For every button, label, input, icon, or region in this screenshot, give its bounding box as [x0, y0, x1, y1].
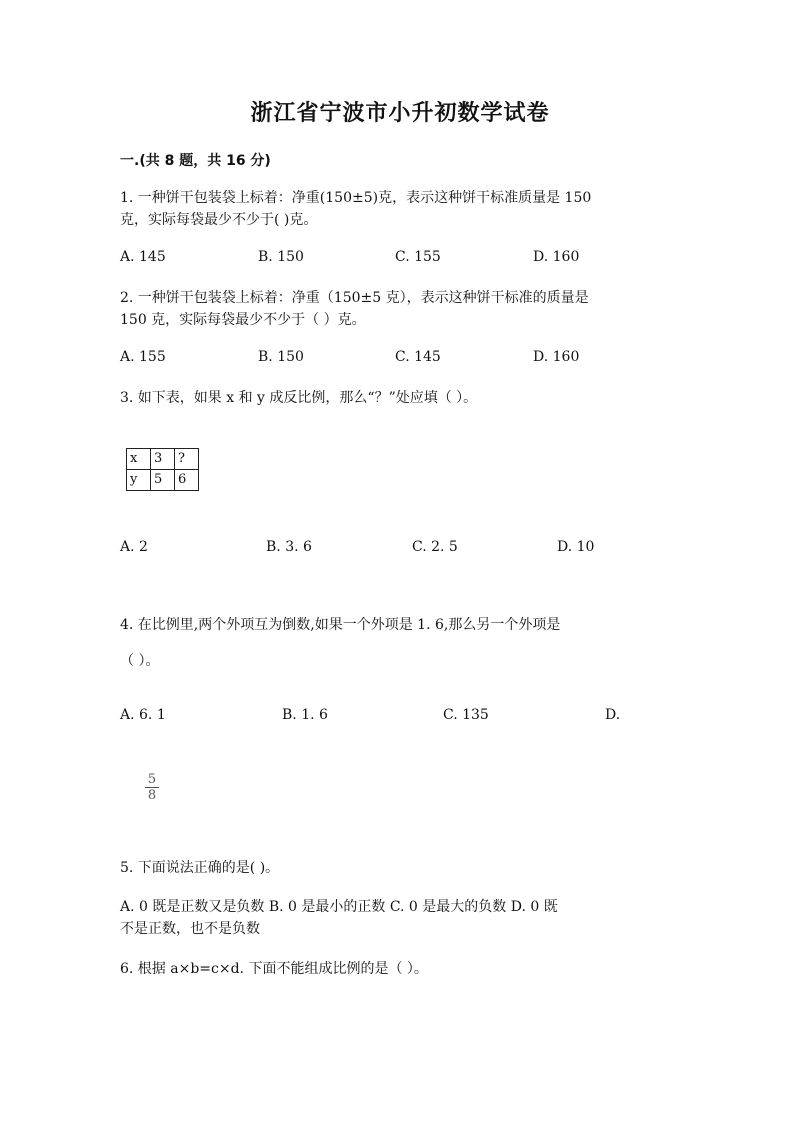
table-row: [127, 449, 199, 470]
question-4-option-a: A. 6. 1: [120, 707, 166, 723]
table-cell: 6: [175, 470, 199, 491]
question-1-line-2: 克，实际每袋最少不少于( )克。: [120, 212, 318, 228]
question-4-line-1: 4. 在比例里,两个外项互为倒数,如果一个外项是 1. 6,那么另一个外项是: [120, 617, 561, 633]
table-row: [127, 470, 199, 491]
fraction-five-eighths: [145, 772, 159, 803]
question-1-line-1: 1. 一种饼干包装袋上标着：净重(150±5)克，表示这种饼干标准质量是 150: [120, 190, 592, 206]
question-3-option-d: D. 10: [557, 539, 595, 555]
question-2-option-a: A. 155: [120, 349, 166, 365]
question-3-option-c: C. 2. 5: [412, 539, 458, 555]
question-5-options-line-1: A. 0 既是正数又是负数 B. 0 是最小的正数 C. 0 是最大的负数 D. 0 既: [120, 899, 558, 915]
fraction-denominator: 8: [147, 788, 157, 803]
question-2-option-b: B. 150: [258, 349, 304, 365]
question-6-line-1: 6. 根据 a×b=c×d. 下面不能组成比例的是（ ）。: [120, 961, 428, 977]
question-1-option-a: A. 145: [120, 249, 166, 265]
question-4-option-c: C. 135: [443, 707, 489, 723]
question-2-option-d: D. 160: [533, 349, 580, 365]
question-1-option-c: C. 155: [395, 249, 441, 265]
question-3-option-a: A. 2: [120, 539, 148, 555]
question-2-option-c: C. 145: [395, 349, 441, 365]
question-1-option-d: D. 160: [533, 249, 580, 265]
question-5-options-line-2: 不是正数，也不是负数: [120, 921, 260, 937]
question-3-option-b: B. 3. 6: [266, 539, 312, 555]
fraction-numerator: 5: [145, 772, 159, 788]
question-2-line-2: 150 克，实际每袋最少不少于（ ）克。: [120, 312, 366, 328]
table-cell: 3: [151, 449, 175, 470]
question-3-line-1: 3. 如下表，如果 x 和 y 成反比例，那么“？”处应填（ ）。: [120, 390, 478, 406]
xy-table: [126, 448, 199, 491]
question-4-option-b: B. 1. 6: [282, 707, 328, 723]
question-5-line-1: 5. 下面说法正确的是( )。: [120, 860, 280, 876]
table-cell: x: [127, 449, 151, 470]
table-cell: y: [127, 470, 151, 491]
page-title: 浙江省宁波市小升初数学试卷: [250, 100, 550, 126]
question-2-line-1: 2. 一种饼干包装袋上标着：净重（150±5 克），表示这种饼干标准的质量是: [120, 290, 589, 306]
question-4-option-d: D.: [605, 707, 621, 723]
table-cell: ?: [175, 449, 199, 470]
question-4-line-2: （ ）。: [120, 653, 160, 669]
question-1-option-b: B. 150: [258, 249, 304, 265]
section-header: 一.(共 8 题，共 16 分): [120, 153, 271, 169]
table-cell: 5: [151, 470, 175, 491]
